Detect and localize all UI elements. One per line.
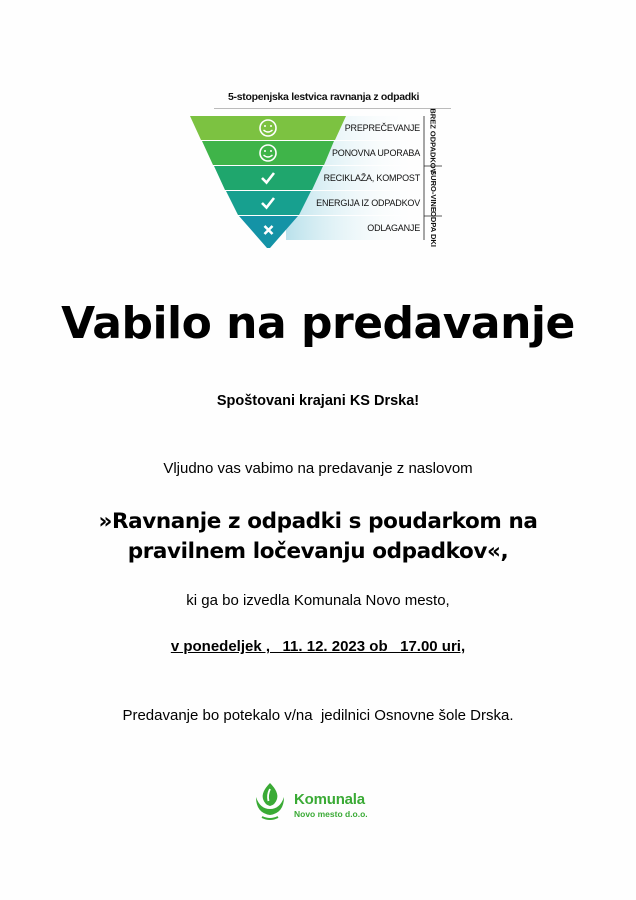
- logo-name: Komunala: [294, 791, 365, 808]
- lecture-title-line-1: »Ravnanje z odpadki s poudarkom na: [98, 509, 538, 534]
- organizer-text: ki ga bo izvedla Komunala Novo mesto,: [186, 592, 450, 609]
- event-datetime: v ponedeljek , 11. 12. 2023 ob 17.00 uri,: [170, 638, 466, 655]
- invite-text: Vljudno vas vabimo na predavanje z naslovom: [163, 460, 473, 477]
- level-label-5: ODLAGANJE: [367, 223, 420, 233]
- lecture-title: [0, 507, 636, 567]
- level-label-1: PREPREČEVANJE: [344, 123, 420, 133]
- level-label-3: RECIKLAŽA, KOMPOST: [323, 173, 420, 183]
- side-label-waste: ODPA DKI: [429, 211, 438, 247]
- lecture-title-line-2: pravilnem ločevanju odpadkov«,: [127, 539, 509, 564]
- side-label-zero-waste: BREZ ODPADKOV: [429, 108, 438, 174]
- leaf-drop-icon: [250, 779, 290, 821]
- level-label-4: ENERGIJA IZ ODPADKOV: [316, 198, 420, 208]
- komunala-logo: [250, 779, 390, 823]
- logo-subtitle: Novo mesto d.o.o.: [294, 809, 368, 819]
- side-label-raw-materials: SURO-VINE: [429, 170, 439, 212]
- greeting: Spoštovani krajani KS Drska!: [216, 393, 420, 409]
- waste-hierarchy-graphic: [186, 90, 456, 250]
- level-label-2: PONOVNA UPORABA: [331, 148, 420, 158]
- pyramid-title: 5-stopenjska lestvica ravnanja z odpadki: [228, 91, 420, 103]
- event-venue: Predavanje bo potekalo v/na jedilnici Osnovne šole Drska.: [122, 707, 514, 724]
- page-title: Vabilo na predavanje: [61, 298, 575, 349]
